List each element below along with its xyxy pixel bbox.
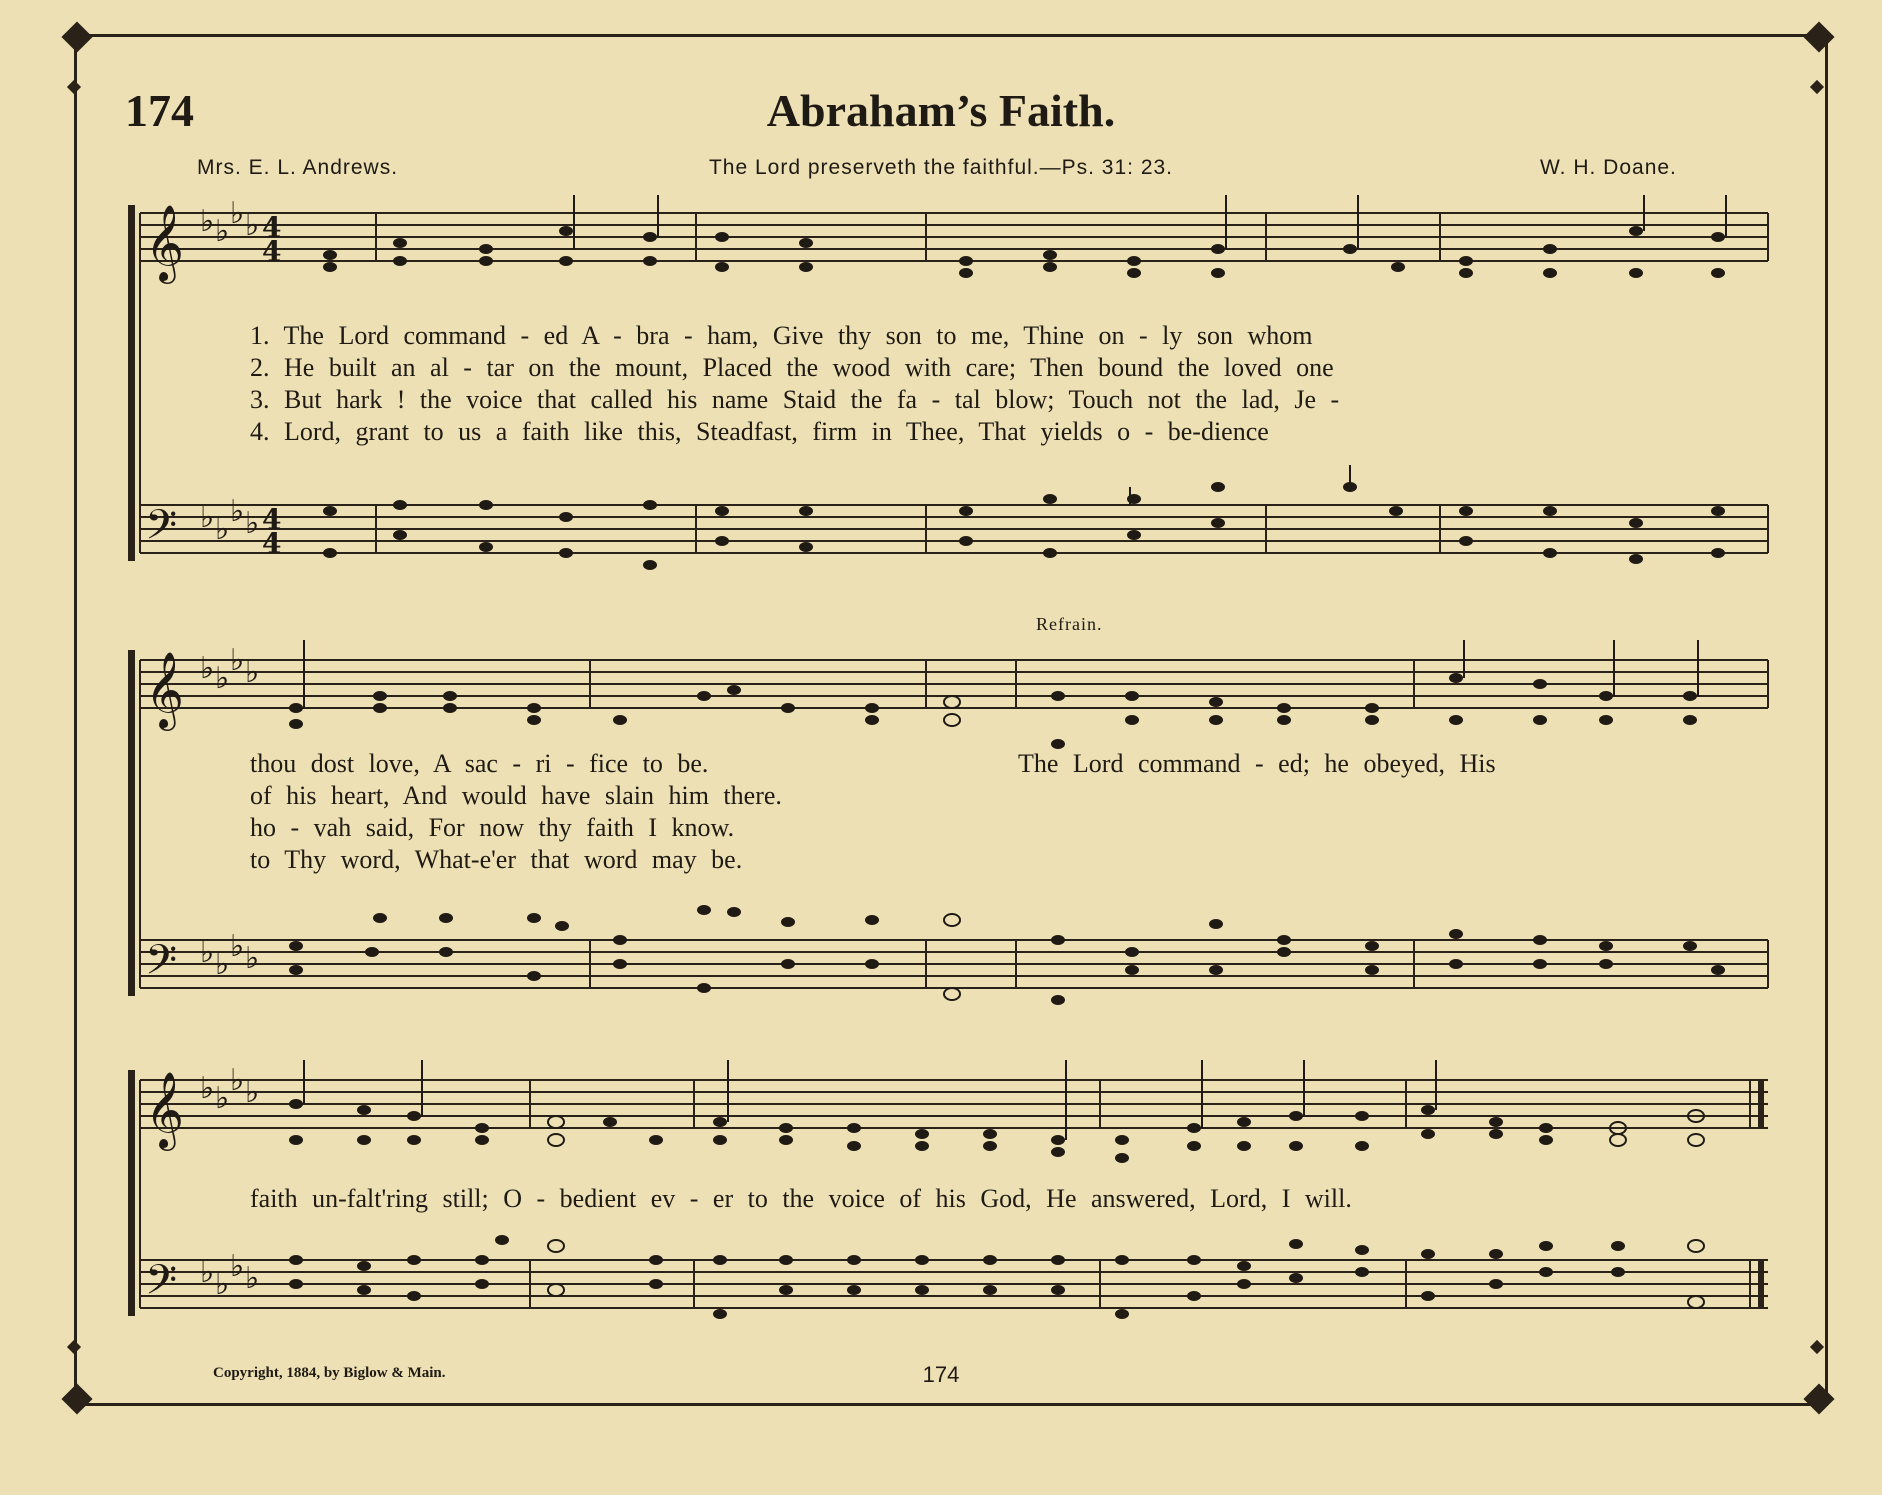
svg-text:♭: ♭: [245, 208, 260, 243]
svg-text:♭: ♭: [230, 1249, 245, 1284]
svg-text:♭: ♭: [200, 1071, 215, 1106]
refrain-lyrics-1: [1018, 748, 1496, 780]
scripture-reference: The Lord preserveth the faithful.—Ps. 31: 23.: [708, 156, 1174, 179]
svg-text:𝄞: 𝄞: [145, 651, 185, 728]
svg-text:♭: ♭: [200, 500, 215, 535]
svg-text:♭: ♭: [215, 1081, 230, 1116]
lyric-line: thou dost love, A sac - ri - fice to be.: [250, 749, 709, 778]
svg-text:𝄞: 𝄞: [145, 204, 185, 281]
refrain-lyrics-2: [250, 1183, 1352, 1215]
svg-text:♭: ♭: [230, 929, 245, 964]
svg-text:𝄢: 𝄢: [145, 936, 178, 994]
svg-text:♭: ♭: [245, 1075, 260, 1110]
svg-text:♭: ♭: [215, 512, 230, 547]
svg-text:♭: ♭: [215, 214, 230, 249]
svg-text:♭: ♭: [245, 506, 260, 541]
lyricist-credit: Mrs. E. L. Andrews.: [197, 156, 399, 179]
svg-text:𝄢: 𝄢: [145, 1256, 178, 1314]
hymn-title: Abraham’s Faith.: [766, 85, 1116, 136]
copyright-notice: Copyright, 1884, by Biglow & Main.: [213, 1365, 446, 1381]
verse-lyrics-part2: [250, 748, 782, 876]
svg-text:𝄢: 𝄢: [145, 501, 178, 559]
svg-text:♭: ♭: [200, 651, 215, 686]
svg-text:♭: ♭: [230, 643, 245, 678]
svg-text:♭: ♭: [245, 1261, 260, 1296]
svg-text:4: 4: [262, 211, 282, 244]
svg-text:♭: ♭: [215, 1267, 230, 1302]
lyric-line: to Thy word, What-e'er that word may be.: [250, 845, 743, 874]
svg-text:♭: ♭: [230, 196, 245, 231]
svg-text:♭: ♭: [215, 947, 230, 982]
svg-text:♭: ♭: [245, 941, 260, 976]
lyric-line: 2. He built an al - tar on the mount, Placed the wood with care; Then bound the loved one: [250, 353, 1334, 382]
verse-lyrics-part1: [250, 320, 1339, 448]
svg-text:♭: ♭: [215, 661, 230, 696]
lyric-line: The Lord command - ed; he obeyed, His: [1018, 749, 1496, 778]
svg-text:♭: ♭: [230, 1063, 245, 1098]
svg-text:♭: ♭: [200, 1255, 215, 1290]
svg-text:𝄞: 𝄞: [145, 1071, 185, 1148]
composer-credit: W. H. Doane.: [1540, 156, 1677, 179]
lyric-line: ho - vah said, For now thy faith I know.: [250, 813, 735, 842]
svg-text:♭: ♭: [200, 204, 215, 239]
lyric-line: 4. Lord, grant to us a faith like this, Steadfast, firm in Thee, That yields o - be-dience: [250, 417, 1269, 446]
lyric-line: 1. The Lord command - ed A - bra - ham, Give thy son to me, Thine on - ly son whom: [250, 321, 1313, 350]
lyric-line: faith un-falt'ring still; O - bedient ev - er to the voice of his God, He answered, Lord, I will.: [250, 1184, 1352, 1213]
hymn-number: 174: [125, 85, 194, 136]
svg-text:♭: ♭: [245, 655, 260, 690]
refrain-label: Refrain.: [1036, 614, 1103, 634]
svg-text:4: 4: [262, 503, 282, 536]
svg-text:♭: ♭: [230, 494, 245, 529]
svg-text:4: 4: [262, 235, 282, 268]
lyric-line: of his heart, And would have slain him there.: [250, 781, 782, 810]
page-number: 174: [922, 1362, 960, 1387]
svg-text:4: 4: [262, 527, 282, 560]
lyric-line: 3. But hark ! the voice that called his name Staid the fa - tal blow; Touch not the lad, Je -: [250, 385, 1340, 414]
svg-text:♭: ♭: [200, 935, 215, 970]
